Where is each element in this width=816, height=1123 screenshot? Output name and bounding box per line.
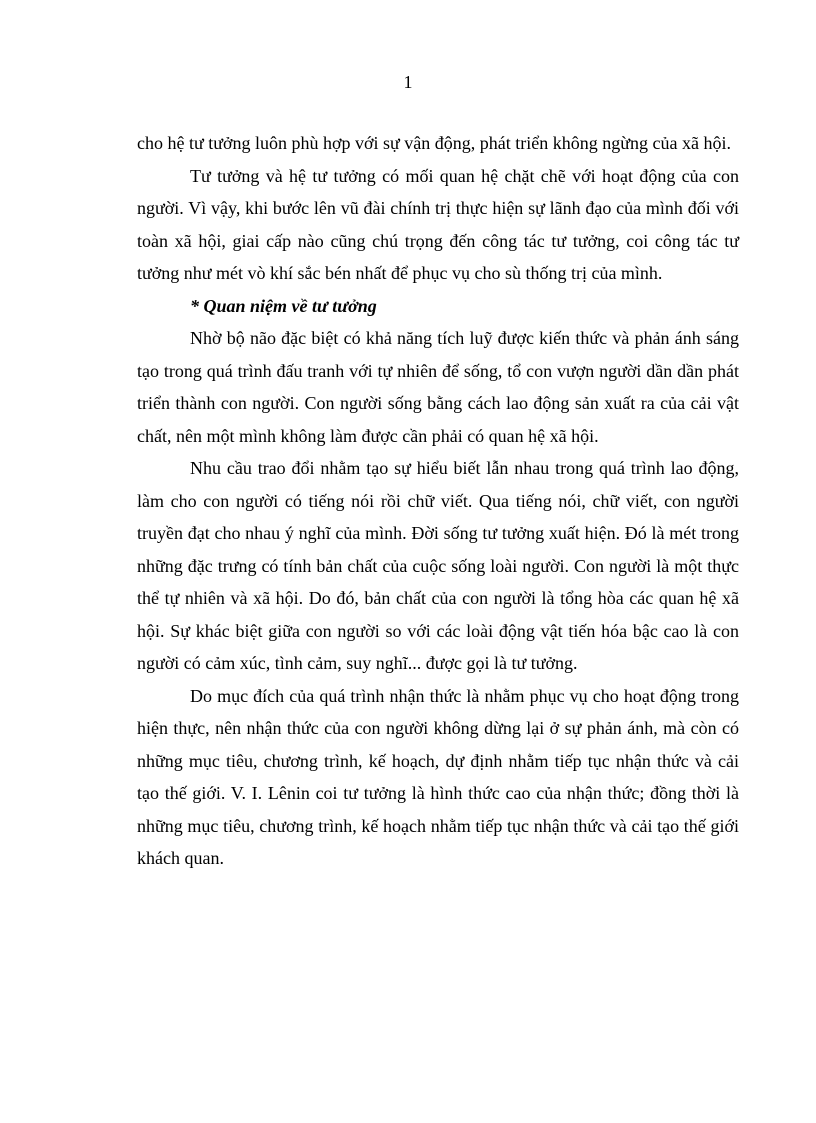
document-body [137,127,739,875]
paragraph-cognition-purpose: Do mục đích của quá trình nhận thức là nhằm phục vụ cho hoạt động trong hiện thực, nên nhận thức của con người không dừng lại ở sự phản ánh, mà còn có những mục tiêu, chương trình, kế hoạch, dự định nhằm tiếp tục nhận thức và cải tạo thế giới. V. I. Lênin coi tư tưởng là hình thức cao của nhận thức; đồng thời là những mục tiêu, chương trình, kế hoạch nhằm tiếp tục nhận thức và cải tạo thế giới khách quan. [137,685,739,868]
paragraph-continuation: cho hệ tư tưởng luôn phù hợp với sự vận động, phát triển không ngừng của xã hội. [137,133,731,153]
paragraph-ideology-relation: Tư tưởng và hệ tư tưởng có mối quan hệ chặt chẽ với hoạt động của con người. Vì vậy, khi bước lên vũ đài chính trị thực hiện sự lãnh đạo của mình đối với toàn xã hội, giai cấp nào cũng chú trọng đến công tác tư tưởng, coi công tác tư tưởng như mét vò khí sắc bén nhất để phục vụ cho sù thống trị của mình. [137,165,739,283]
paragraph-brain-evolution: Nhờ bộ não đặc biệt có khả năng tích luỹ được kiến thức và phản ánh sáng tạo trong quá trình đấu tranh với tự nhiên để sống, tổ con vượn người dần dần phát triển thành con người. Con người sống bằng cách lao động sản xuất ra của cải vật chất, nên một mình không làm được cần phải có quan hệ xã hội. [137,328,739,446]
paragraph-communication: Nhu cầu trao đổi nhằm tạo sự hiểu biết lẫn nhau trong quá trình lao động, làm cho con người có tiếng nói rồi chữ viết. Qua tiếng nói, chữ viết, con người truyền đạt cho nhau ý nghĩ của mình. Đời sống tư tưởng xuất hiện. Đó là mét trong những đặc trưng có tính bản chất của cuộc sống loài người. Con người là một thực thể tự nhiên và xã hội. Do đó, bản chất của con người là tổng hòa các quan hệ xã hội. Sự khác biệt giữa con người so với các loài động vật tiến hóa bậc cao là con người có cảm xúc, tình cảm, suy nghĩ... được gọi là tư tưởng. [137,458,739,673]
page-number: 1 [403,72,413,92]
section-heading: * Quan niệm về tư tưởng [190,295,377,316]
